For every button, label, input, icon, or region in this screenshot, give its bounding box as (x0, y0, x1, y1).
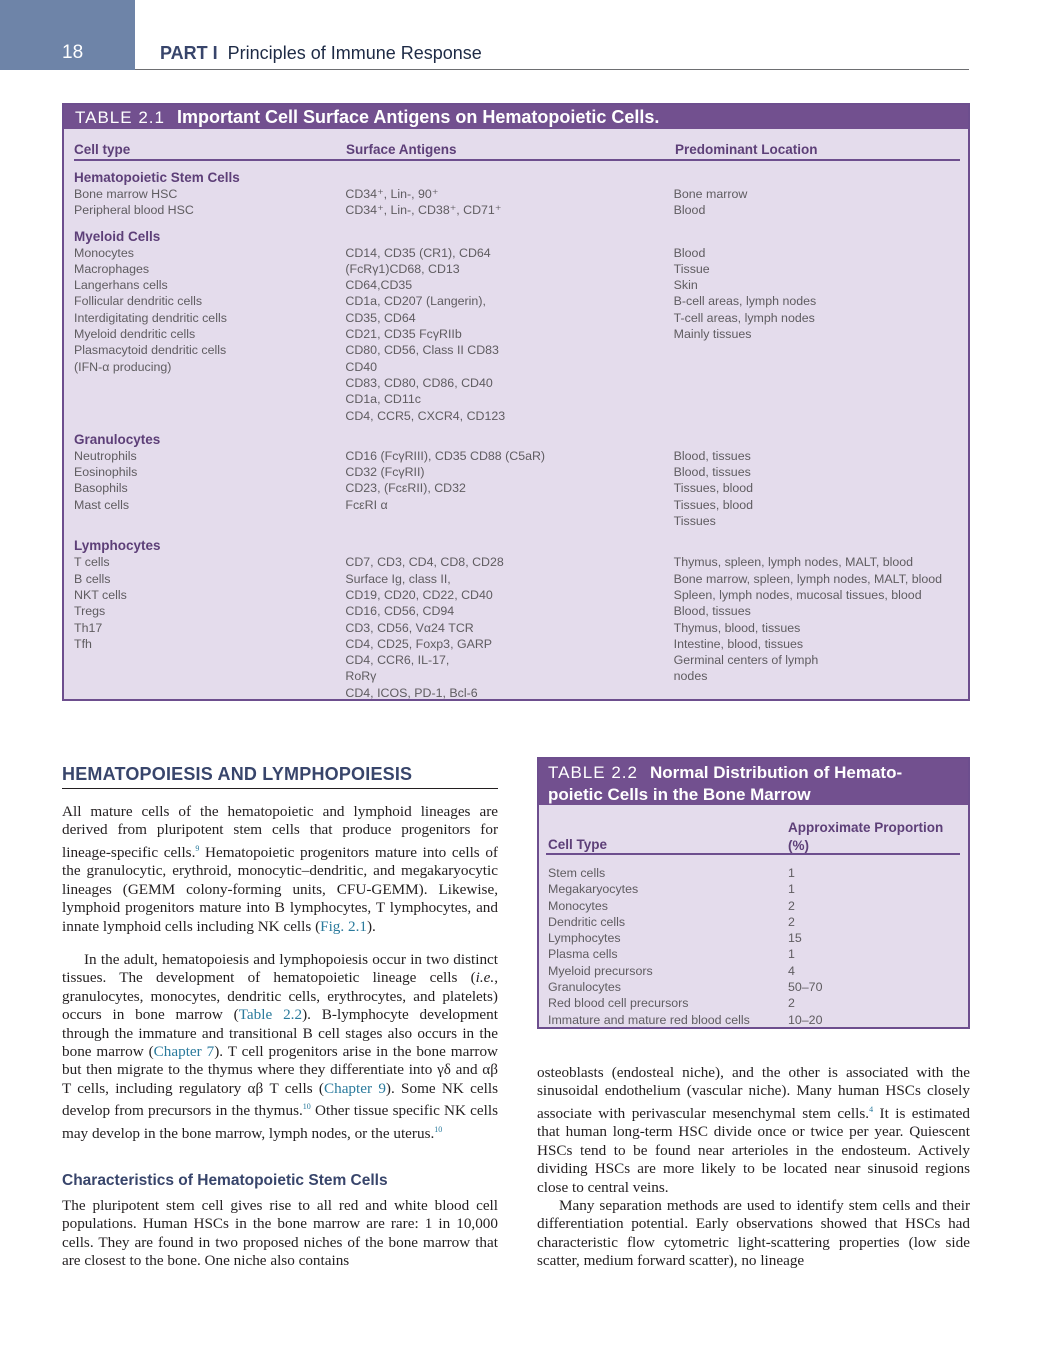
location-entry: Blood, tissues (673, 604, 751, 619)
cell-name: Eosinophils (74, 465, 138, 480)
antigen-entry: CD4, CCR6, IL-17, (345, 653, 450, 668)
group-category: Lymphocytes (74, 538, 161, 554)
column-header-proportion-line-2: (%) (788, 838, 809, 853)
proportion-value: 4 (788, 963, 795, 978)
column-header-cell-type: Cell Type (548, 837, 608, 852)
table-row (548, 881, 948, 897)
group-column-antigens (345, 169, 673, 219)
cell-name: T cells (74, 555, 110, 570)
location-entry: Intestine, blood, tissues (673, 636, 804, 651)
table-2-1-label: TABLE 2.1 (75, 108, 165, 127)
antigen-entry: CD1a, CD11c (345, 392, 421, 407)
paragraph-3: The pluripotent stem cell gives rise to all red and white blood cell populations. Human HSCs in the bone marrow are rare: 1 in 10,000 cells. They are found in two proposed niches of the bone marrow that are closest to the bone. One niche also contains (62, 1197, 498, 1270)
group-column-locations (674, 228, 958, 424)
table-group (74, 169, 958, 219)
paragraph-2-text-e: ). Some NK cells develop from precursors in the thymus. (62, 1079, 498, 1120)
antigen-entry: CD4, CCR5, CXCR4, CD123 (345, 408, 506, 423)
chapter-9-link[interactable]: Chapter 9 (323, 1079, 386, 1097)
cell-type: Granulocytes (548, 980, 622, 995)
group-column-locations (674, 431, 958, 529)
table-group (74, 431, 958, 529)
antigen-entry: CD21, CD35 FcγRIIb (345, 327, 462, 342)
cell-name: Th17 (74, 620, 103, 635)
cell-name: Basophils (74, 481, 128, 496)
paragraph-2-text: In the adult, hematopoiesis and lymphopoiesis occur in two distinct tissues. The development of hematopoietic lineage cells ( (62, 951, 498, 987)
table-2-1 (62, 103, 970, 701)
group-spacer (345, 537, 673, 554)
proportion-value: 1 (788, 947, 795, 962)
ref-10-b: 10 (434, 1124, 443, 1134)
cell-name: Myeloid dendritic cells (74, 327, 196, 342)
cell-type: Lymphocytes (548, 931, 621, 946)
antigen-entry: Surface Ig, class II, (345, 571, 451, 586)
table-2-2-title-bar (539, 759, 968, 805)
subsection-heading: Characteristics of Hematopoietic Stem Cells (62, 1172, 388, 1189)
location-entry: Mainly tissues (673, 327, 752, 342)
table-2-1-groups (74, 169, 958, 701)
group-spacer (674, 537, 958, 554)
location-entry: Blood (673, 203, 706, 218)
table-2-1-title: Important Cell Surface Antigens on Hematopoietic Cells. (176, 107, 660, 127)
antigen-entry: CD3, CD56, Vα24 TCR (345, 620, 474, 635)
location-entry: Bone marrow, spleen, lymph nodes, MALT, blood (673, 571, 943, 586)
location-entry: Tissues (673, 514, 716, 529)
location-entry: Tissues, blood (673, 481, 754, 496)
group-column-antigens (345, 228, 673, 424)
antigen-entry: CD34⁺, Lin-, 90⁺ (345, 187, 439, 201)
table-2-2 (537, 757, 970, 1029)
antigen-entry: CD14, CD35 (CR1), CD64 (345, 245, 491, 260)
paragraph-4-text: osteoblasts (endosteal niche), and the other is associated with the sinusoidal endothelium (vascular niche). Many human HSCs closely associate with perivascular mesenchymal stem cells. (537, 1064, 970, 1122)
paragraph-2-text-c: ). B-lymphocyte development through the immature and transitional B cell stages also occurs in the bone marrow ( (62, 1006, 498, 1061)
cell-type: Immature and mature red blood cells (548, 1012, 750, 1027)
header-rule (135, 69, 969, 70)
antigen-entry: (FcRγ1)CD68, CD13 (345, 261, 460, 276)
location-entry: Tissue (673, 261, 710, 276)
cell-name: Peripheral blood HSC (74, 203, 194, 218)
paragraph-4-text-b: It is estimated that human long-term HSC divide once or twice per year. Quiescent HSCs tend to be found near arterioles in the endosteum. Actively dividing HSCs are more likely to be located near sinusoid regions close to central veins. (537, 1104, 970, 1196)
proportion-value: 2 (788, 996, 795, 1011)
table-2-1-header-row (74, 142, 960, 161)
column-header-proportion (788, 819, 943, 855)
proportion-value: 1 (788, 866, 795, 880)
group-category: Hematopoietic Stem Cells (74, 170, 240, 185)
antigen-entry: CD32 (FcγRII) (345, 465, 425, 480)
column-header-proportion-line-1: Approximate Proportion (788, 820, 944, 835)
location-entry: Spleen, lymph nodes, mucosal tissues, blood (673, 587, 922, 602)
group-spacer (674, 228, 958, 245)
group-column-antigens (345, 431, 673, 529)
table-2-2-link[interactable]: Table 2.2 (238, 1006, 303, 1024)
table-row (548, 946, 948, 962)
group-column-cells (74, 431, 345, 529)
cell-type: Dendritic cells (548, 914, 626, 929)
cell-type: Red blood cell precursors (548, 996, 689, 1011)
paragraph-5: Many separation methods are used to identify stem cells and their differentiation potential. Early observations showed that HSCs had characteristic flow cytometric light-scattering properties (low side scatter, medium forward scatter), no lineage (537, 1197, 970, 1270)
location-entry: Germinal centers of lymph (673, 653, 819, 668)
running-header (160, 43, 482, 64)
section-heading-rule (62, 788, 498, 789)
paragraph-1-text-b: Hematopoietic progenitors mature into cells of the granulocytic, erythroid, monocytic–dendritic, and megakaryocytic lineages (GEMM colony-forming units, CFU-GEMM). Likewise, lymphoid progenitors mature into B lymphocytes, T lymphocytes, and innate lymphoid cells including NK cells ( (62, 843, 498, 935)
proportion-value: 2 (788, 914, 795, 929)
cell-name: Monocytes (74, 245, 134, 260)
group-spacer (345, 169, 673, 186)
location-entry: Blood, tissues (673, 448, 751, 463)
column-header-cell-type: Cell type (74, 142, 131, 157)
antigen-entry: CD19, CD20, CD22, CD40 (345, 587, 493, 602)
cell-name: Follicular dendritic cells (74, 294, 203, 309)
location-entry: Bone marrow (673, 187, 748, 201)
antigen-entry: CD64,CD35 (345, 278, 413, 293)
column-header-surface-antigens: Surface Antigens (346, 142, 457, 157)
table-2-1-title-bar (64, 105, 968, 129)
table-row (548, 995, 948, 1011)
cell-name: Plasmacytoid dendritic cells (74, 343, 227, 358)
cell-type: Stem cells (548, 866, 606, 880)
group-column-cells (74, 228, 345, 424)
antigen-entry: FcεRI α (345, 497, 388, 512)
table-2-2-label: TABLE 2.2 (548, 763, 638, 782)
table-2-2-rows (548, 865, 948, 1028)
part-title: Principles of Immune Response (227, 43, 482, 63)
table-row (548, 1012, 948, 1028)
paragraph-4 (537, 1064, 970, 1197)
cell-name: Macrophages (74, 261, 150, 276)
table-group (74, 228, 958, 424)
ref-4: 4 (869, 1104, 874, 1114)
cell-type: Plasma cells (548, 947, 618, 962)
table-row (548, 963, 948, 979)
paragraph-2 (62, 951, 498, 1143)
group-column-locations (674, 169, 958, 219)
cell-name: Tregs (74, 604, 106, 619)
antigen-entry: CD40 (345, 359, 378, 374)
antigen-entry: CD34⁺, Lin-, CD38⁺, CD71⁺ (345, 203, 502, 218)
antigen-entry: CD23, (FcεRII), CD32 (345, 481, 466, 496)
group-spacer (345, 431, 673, 448)
table-row (548, 979, 948, 995)
paragraph-2-text-f: Other tissue specific NK cells may develop in the bone marrow, lymph nodes, or the uterus. (62, 1102, 499, 1142)
proportion-value: 2 (788, 898, 795, 913)
antigen-entry: CD7, CD3, CD4, CD8, CD28 (345, 555, 504, 570)
group-spacer (345, 228, 673, 245)
column-header-location: Predominant Location (675, 142, 818, 157)
location-entry: Thymus, blood, tissues (673, 620, 801, 635)
antigen-entry: RoRγ (345, 669, 377, 684)
location-entry: Thymus, spleen, lymph nodes, MALT, blood (673, 555, 914, 570)
location-entry: Blood, tissues (673, 465, 751, 480)
table-row (548, 930, 948, 946)
cell-name: Mast cells (74, 497, 130, 512)
group-category: Myeloid Cells (74, 228, 161, 244)
paragraph-2-text-b: , granulocytes, monocytes, dendritic cells, erythrocytes, and platelets) occurs in bone marrow ( (62, 969, 498, 1024)
table-row (548, 898, 948, 914)
proportion-value: 10–20 (788, 1012, 823, 1027)
proportion-value: 50–70 (788, 980, 823, 995)
proportion-value: 1 (788, 882, 795, 897)
antigen-entry: CD35, CD64 (345, 310, 416, 325)
cell-type: Myeloid precursors (548, 963, 653, 978)
cell-type: Megakaryocytes (548, 882, 639, 897)
section-heading: HEMATOPOIESIS AND LYMPHOPOIESIS (62, 764, 413, 784)
table-group (74, 537, 958, 701)
group-spacer (674, 169, 958, 186)
antigen-entry: CD80, CD56, Class II CD83 (345, 343, 499, 358)
table-row (548, 914, 948, 930)
cell-name: B cells (74, 571, 111, 586)
paragraph-2-text-d: ). T cell progenitors arise in the bone marrow but then migrate to the thymus where they differentiate into γδ and αβ T cells, including regulatory αβ T cells ( (62, 1043, 499, 1097)
cell-name: (IFN-α producing) (74, 359, 172, 374)
location-entry: Tissues, blood (673, 497, 754, 512)
location-entry: nodes (673, 669, 708, 684)
chapter-7-link[interactable]: Chapter 7 (153, 1043, 215, 1061)
group-spacer (674, 431, 958, 448)
page-number: 18 (62, 42, 84, 63)
cell-name: NKT cells (74, 587, 127, 602)
paragraph-1-text-c: ). (366, 917, 376, 935)
location-entry: T-cell areas, lymph nodes (673, 310, 815, 325)
table-2-2-title-line-1: Normal Distribution of Hemato- (649, 763, 903, 782)
proportion-value: 15 (788, 931, 802, 946)
paragraph-1 (62, 803, 498, 936)
paragraph-1-text: All mature cells of the hematopoietic and lymphoid lineages are derived from pluripotent stem cells that produce progenitors for lineage-specific cells. (62, 803, 498, 861)
location-entry: Blood (673, 245, 706, 260)
ref-9: 9 (195, 843, 200, 853)
cell-name: Interdigitating dendritic cells (74, 310, 227, 325)
group-column-cells (74, 169, 345, 219)
antigen-entry: CD4, ICOS, PD-1, Bcl-6 (345, 685, 478, 700)
group-column-cells (74, 537, 345, 701)
cell-name: Neutrophils (74, 448, 137, 463)
table-2-1-body (64, 129, 968, 701)
group-column-locations (674, 537, 958, 701)
table-2-2-title-line-2: poietic Cells in the Bone Marrow (548, 785, 811, 804)
cell-name: Tfh (74, 636, 92, 651)
fig-2-1-link[interactable]: Fig. 2.1 (320, 917, 367, 935)
paragraph-2-ie: i.e. (475, 969, 495, 987)
location-entry: Skin (673, 278, 698, 293)
antigen-entry: CD16, CD56, CD94 (345, 604, 455, 619)
group-column-antigens (345, 537, 673, 701)
antigen-entry: CD16 (FcγRIII), CD35 CD88 (C5aR) (345, 448, 546, 463)
table-row (548, 865, 948, 881)
part-label: PART I (160, 43, 218, 63)
group-category: Granulocytes (74, 431, 161, 447)
antigen-entry: CD4, CD25, Foxp3, GARP (345, 636, 493, 651)
cell-type: Monocytes (548, 898, 608, 913)
antigen-entry: CD1a, CD207 (Langerin), (345, 294, 486, 309)
location-entry: B-cell areas, lymph nodes (673, 294, 817, 309)
ref-10: 10 (302, 1102, 311, 1112)
antigen-entry: CD83, CD80, CD86, CD40 (345, 375, 493, 390)
table-2-2-header-row (546, 817, 960, 855)
cell-name: Langerhans cells (74, 278, 168, 293)
cell-name: Bone marrow HSC (74, 187, 178, 201)
